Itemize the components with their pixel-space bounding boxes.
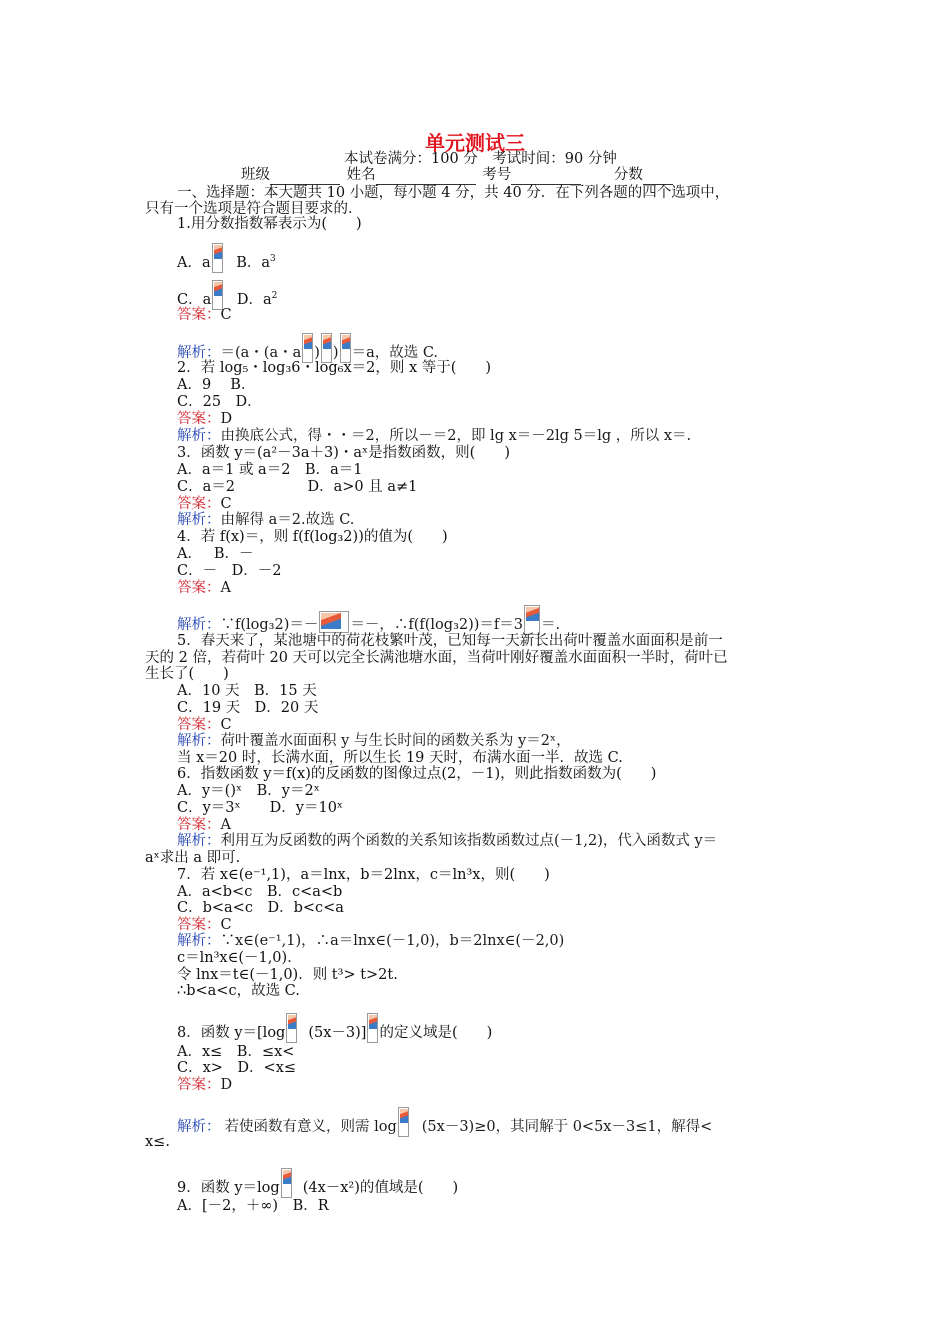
q8-stem xyxy=(177,1013,492,1043)
q3-options-ab: A．a＝1 或 a＝2 B．a＝1 xyxy=(177,462,363,478)
formula-image-icon xyxy=(319,611,349,633)
q4-answer xyxy=(177,580,231,597)
q8-stem-c: 的定义域是( ) xyxy=(379,1025,493,1041)
q1-options-cd xyxy=(177,280,277,310)
q5-exp-text-1: 荷叶覆盖水面面积 y 与生长时间的函数关系为 y＝2ˣ， xyxy=(220,733,571,749)
q9-stem-b: (4x－x²)的值域是( ) xyxy=(302,1180,459,1196)
q2-explanation xyxy=(177,428,691,445)
student-info-line xyxy=(241,167,673,185)
score-blank xyxy=(643,167,673,185)
q2-options-cd: C．25 D． xyxy=(177,394,262,410)
q9-options-ab: A．[－2，＋∞) B．R xyxy=(177,1198,329,1214)
q8-explanation xyxy=(177,1107,712,1137)
q1-explanation xyxy=(177,333,438,363)
formula-image-icon xyxy=(281,1168,292,1198)
answer-label: 答案： xyxy=(177,496,221,512)
q4-options-cd: C．－ D．－2 xyxy=(177,563,282,579)
class-blank xyxy=(270,167,340,185)
formula-image-icon xyxy=(524,605,540,635)
q4-exp-text-a: ∵f(log₃2)＝－ xyxy=(220,617,319,633)
q1-exp-text-d: ＝a，故选 C. xyxy=(351,345,439,361)
q1-exp-text-c: ) xyxy=(332,345,339,361)
q1-options-ab xyxy=(177,243,276,273)
explanation-label: 解析： xyxy=(177,617,221,633)
answer-value: C xyxy=(220,307,232,323)
page-title: 单元测试三 xyxy=(425,131,525,155)
answer-value: D xyxy=(220,411,233,427)
q6-answer xyxy=(177,817,231,834)
q7-options-cd: C．b<a<c D．b<c<a xyxy=(177,900,344,916)
q7-answer xyxy=(177,917,232,934)
q1-option-b: B．a xyxy=(236,255,271,271)
q5-explanation xyxy=(177,733,571,750)
q5-options-ab: A．10 天 B．15 天 xyxy=(177,683,317,699)
q3-options-cd: C．a＝2 D．a>0 且 a≠1 xyxy=(177,479,418,495)
exam-subtitle: 本试卷满分：100 分 考试时间：90 分钟 xyxy=(344,151,617,167)
q3-exp-text: 由解得 a＝2.故选 C. xyxy=(220,512,355,528)
q2-exp-text: 由换底公式，得・・＝2，所以－＝2，即 lg x＝－2lg 5＝lg ，所以 x＝. xyxy=(220,428,692,444)
q1-option-a: A．a xyxy=(177,255,211,271)
answer-label: 答案： xyxy=(177,817,221,833)
explanation-label: 解析： xyxy=(177,833,221,849)
q3-stem: 3．函数 y＝(a²－3a＋3)・aˣ是指数函数，则( ) xyxy=(177,445,510,461)
formula-image-icon xyxy=(367,1013,378,1043)
q8-answer xyxy=(177,1077,232,1094)
q8-options-ab: A．x≤ B．≤x< xyxy=(177,1044,295,1060)
q5-stem-line2: 天的 2 倍，若荷叶 20 天可以完全长满池塘水面，当荷叶刚好覆盖水面面积一半时，荷叶已 xyxy=(145,650,728,666)
q8-options-cd: C．x> D．<x≤ xyxy=(177,1060,297,1076)
q4-exp-text-c: ＝. xyxy=(541,617,561,633)
q1-option-b-exponent: 3 xyxy=(270,254,276,264)
q3-answer xyxy=(177,496,232,513)
q1-answer xyxy=(177,307,232,324)
formula-image-icon xyxy=(286,1013,297,1043)
q7-options-ab: A．a<b<c B．c<a<b xyxy=(177,884,343,900)
q7-exp-text-4: ∴b<a<c，故选 C. xyxy=(177,983,300,999)
q2-stem: 2．若 log₅・log₃6・log₆x＝2，则 x 等于( ) xyxy=(177,360,492,376)
answer-label: 答案： xyxy=(177,580,221,596)
q7-exp-text-1: ∵x∈(e⁻¹,1)，∴a＝lnx∈(－1,0)，b＝2lnx∈(－2,0) xyxy=(220,933,565,949)
q9-stem xyxy=(177,1168,458,1198)
formula-image-icon xyxy=(340,333,351,363)
answer-value: C xyxy=(220,496,232,512)
q1-exp-text-b: ) xyxy=(314,345,320,361)
number-label: 考号 xyxy=(482,167,512,183)
q6-exp-text-2: aˣ求出 a 即可. xyxy=(145,850,241,866)
formula-image-icon xyxy=(302,333,313,363)
answer-value: C xyxy=(220,717,232,733)
q5-answer xyxy=(177,717,232,734)
q3-explanation xyxy=(177,512,354,529)
q2-options-ab: A．9 B． xyxy=(177,377,256,393)
number-blank xyxy=(511,167,581,185)
q4-exp-text-b: ＝－，∴f(f(log₃2))＝f＝3 xyxy=(350,617,524,633)
answer-label: 答案： xyxy=(177,1077,221,1093)
q8-exp-text-a: 若使函数有意义，则需 log xyxy=(224,1119,397,1135)
q6-stem: 6．指数函数 y＝f(x)的反函数的图像过点(2，－1)，则此指数函数为( ) xyxy=(177,766,657,782)
q5-options-cd: C．19 天 D．20 天 xyxy=(177,700,319,716)
name-blank xyxy=(376,167,476,185)
q6-exp-text-1: 利用互为反函数的两个函数的关系知该指数函数过点(－1,2)，代入函数式 y＝ xyxy=(220,833,718,849)
answer-label: 答案： xyxy=(177,307,221,323)
q7-exp-text-2: c＝ln³x∈(－1,0)． xyxy=(177,950,302,966)
q5-stem-line1: 5．春天来了，某池塘中的荷花枝繁叶茂，已知每一天新长出荷叶覆盖水面面积是前一 xyxy=(177,633,723,649)
explanation-label: 解析： xyxy=(177,1119,221,1135)
formula-image-icon xyxy=(321,333,332,363)
name-label: 姓名 xyxy=(346,167,376,183)
q8-stem-a: 8．函数 y＝[log xyxy=(177,1025,286,1041)
formula-image-icon xyxy=(212,280,223,310)
class-label: 班级 xyxy=(241,167,270,183)
section-heading-line1: 一、选择题：本大题共 10 小题，每小题 4 分，共 40 分．在下列各题的四个选项中， xyxy=(177,185,730,201)
answer-value: C xyxy=(220,917,232,933)
formula-image-icon xyxy=(212,243,223,273)
q4-options-ab: A． B．－ xyxy=(177,546,254,562)
q1-option-d-exponent: 2 xyxy=(271,291,278,301)
answer-value: A xyxy=(220,580,231,596)
q2-answer xyxy=(177,411,232,428)
explanation-label: 解析： xyxy=(177,933,221,949)
q5-stem-line3: 生长了( ) xyxy=(145,666,229,682)
explanation-label: 解析： xyxy=(177,512,221,528)
explanation-label: 解析： xyxy=(177,733,221,749)
q6-explanation xyxy=(177,833,717,850)
answer-label: 答案： xyxy=(177,411,221,427)
q4-stem: 4．若 f(x)＝，则 f(f(log₃2))的值为( ) xyxy=(177,529,448,545)
formula-image-icon xyxy=(398,1107,409,1137)
section-heading-line2: 只有一个选项是符合题目要求的． xyxy=(145,201,363,217)
q1-stem: 1.用分数指数幂表示为( ) xyxy=(177,216,362,232)
explanation-label: 解析： xyxy=(177,345,221,361)
q7-stem: 7．若 x∈(e⁻¹,1)，a＝lnx，b＝2lnx，c＝ln³x，则( ) xyxy=(177,867,550,883)
answer-value: A xyxy=(220,817,231,833)
q7-exp-text-3: 令 lnx＝t∈(－1,0)．则 t³> t>2t. xyxy=(177,967,398,983)
q1-option-c: C．a xyxy=(177,292,212,308)
q1-exp-text-a: ＝(a・(a・a xyxy=(220,345,302,361)
q4-explanation xyxy=(177,605,560,635)
q8-exp-text-b: (5x－3)≥0，其同解于 0<5x－3≤1，解得< xyxy=(421,1119,713,1135)
q8-stem-b: (5x－3)] xyxy=(308,1025,367,1041)
answer-label: 答案： xyxy=(177,917,221,933)
explanation-label: 解析： xyxy=(177,428,221,444)
q7-explanation xyxy=(177,933,564,950)
answer-label: 答案： xyxy=(177,717,221,733)
q5-exp-text-2: 当 x＝20 时，长满水面，所以生长 19 天时，布满水面一半．故选 C. xyxy=(177,750,623,766)
q9-stem-a: 9．函数 y＝log xyxy=(177,1180,280,1196)
answer-value: D xyxy=(220,1077,233,1093)
q8-exp-text-2: x≤. xyxy=(145,1134,170,1150)
score-label: 分数 xyxy=(613,167,643,183)
q6-options-cd: C．y＝3ˣ D．y＝10ˣ xyxy=(177,800,344,816)
q1-option-d: D．a xyxy=(236,292,272,308)
q6-options-ab: A．y＝()ˣ B．y＝2ˣ xyxy=(177,783,320,799)
